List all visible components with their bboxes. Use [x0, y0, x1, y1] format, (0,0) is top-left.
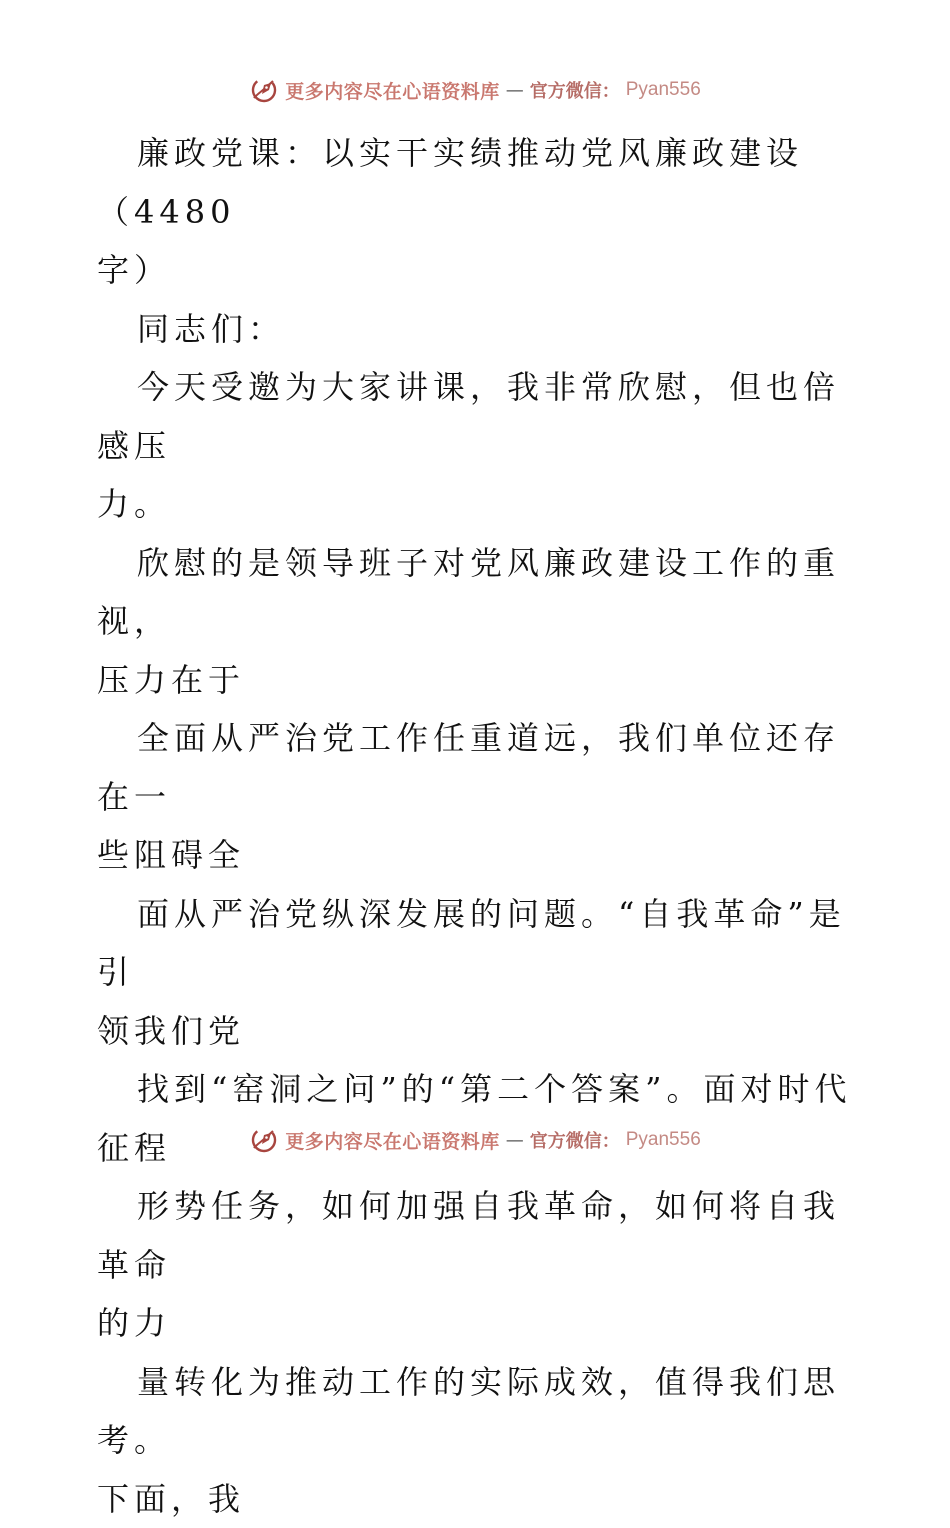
banner-wechat-id: Pyan556 — [626, 1129, 701, 1151]
text-line: 量转化为推动工作的实际成效，值得我们思考。 — [97, 1353, 853, 1470]
banner-site-text: 更多内容尽在心语资料库 — [285, 1127, 500, 1154]
text-line: 下面，我 — [97, 1470, 853, 1528]
pen-nib-swirl-icon — [249, 75, 279, 105]
banner-wechat-id: Pyan556 — [626, 79, 701, 101]
text-line: 面从严治党纵深发展的问题。“自我革命”是引 — [97, 885, 853, 1002]
text-line: 些阻碍全 — [97, 826, 853, 885]
text-line: 形势任务，如何加强自我革命，如何将自我革命 — [97, 1177, 853, 1294]
text-line: 力。 — [97, 475, 853, 534]
banner-official-label: 官方微信： — [530, 77, 620, 103]
text-line: 征程 — [97, 1119, 853, 1178]
banner-official-label: 官方微信： — [530, 1127, 620, 1153]
footer-banner-content — [249, 1125, 701, 1155]
header-banner-content — [249, 75, 701, 105]
text-line: 今天受邀为大家讲课，我非常欣慰，但也倍感压 — [97, 358, 853, 475]
text-line: 字） — [97, 241, 853, 300]
banner-site-text: 更多内容尽在心语资料库 — [285, 77, 500, 104]
header-banner — [0, 73, 950, 107]
text-line: 同志们： — [97, 300, 853, 359]
text-line: 廉政党课：以实干实绩推动党风廉政建设（4480 — [97, 124, 853, 241]
text-line: 的力 — [97, 1294, 853, 1353]
pen-nib-swirl-icon — [249, 1125, 279, 1155]
text-line: 找到“窑洞之问”的“第二个答案”。面对时代 — [97, 1060, 853, 1119]
text-line: 欣慰的是领导班子对党风廉政建设工作的重视， — [97, 534, 853, 651]
footer-banner — [0, 1123, 950, 1157]
text-line: 全面从严治党工作任重道远，我们单位还存在一 — [97, 709, 853, 826]
text-line: 领我们党 — [97, 1002, 853, 1061]
banner-dash: — — [506, 1130, 524, 1151]
document-body — [97, 124, 853, 1528]
banner-dash: — — [506, 80, 524, 101]
text-line: 压力在于 — [97, 651, 853, 710]
